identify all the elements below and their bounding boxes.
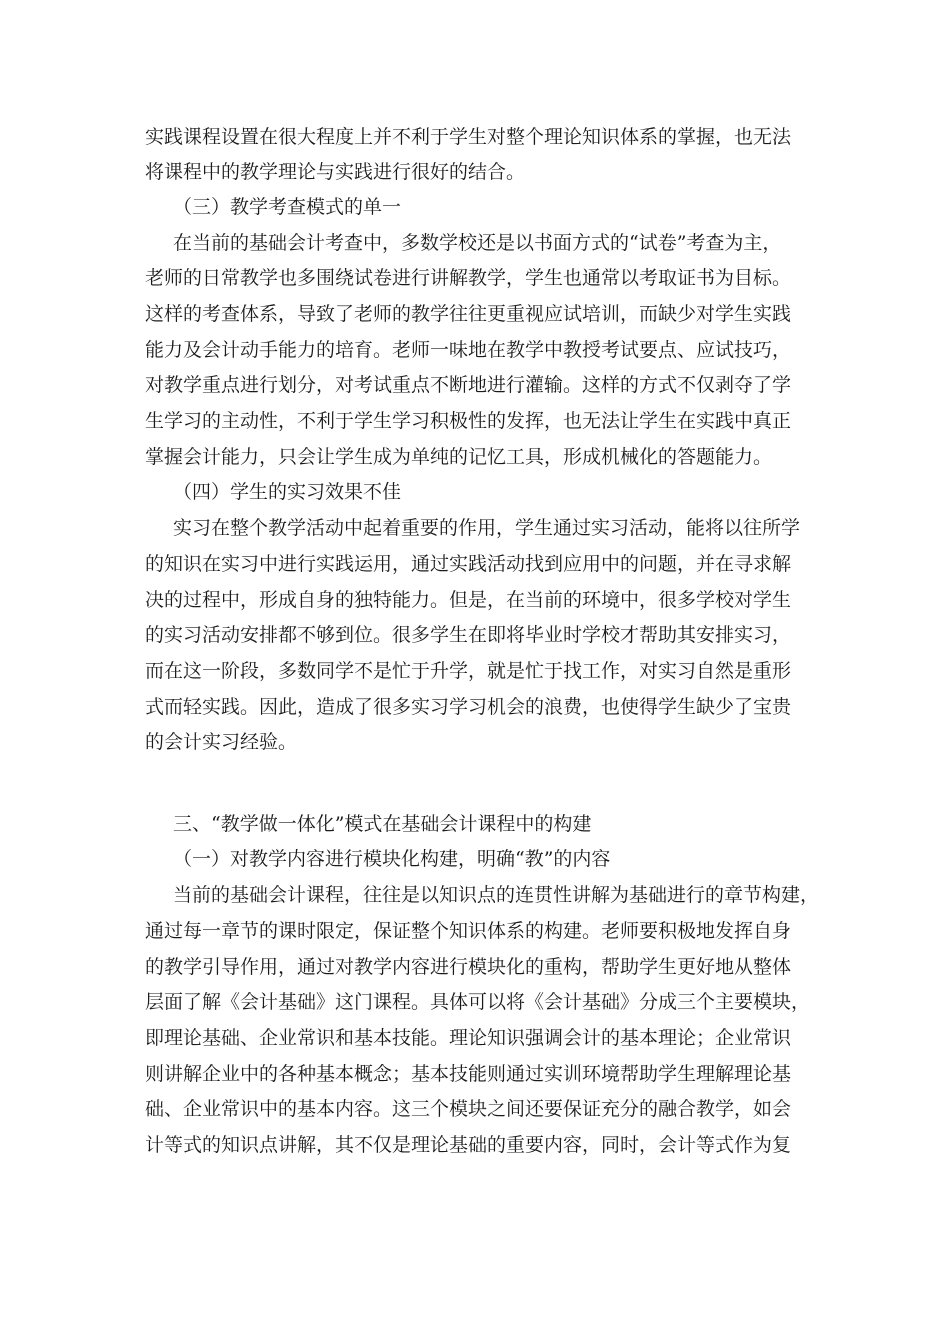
text-line-28: 计等式的知识点讲解，其不仅是理论基础的重要内容，同时，会计等式作为复 [145, 1134, 792, 1156]
subsection-heading-3: （三）教学考查模式的单一 [173, 196, 402, 218]
text-line-5: 老师的日常教学也多围绕试卷进行讲解教学，学生也通常以考取证书为目标。 [145, 267, 792, 289]
text-line-16: 而在这一阶段，多数同学不是忙于升学，就是忙于找工作，对实习自然是重形 [145, 660, 792, 682]
subsection-heading-1: （一）对教学内容进行模块化构建，明确“教”的内容 [173, 848, 611, 870]
text-line-22: 通过每一章节的课时限定，保证整个知识体系的构建。老师要积极地发挥自身 [145, 920, 792, 942]
text-line-24: 层面了解《会计基础》这门课程。具体可以将《会计基础》分成三个主要模块， [145, 991, 811, 1013]
text-line-7: 能力及会计动手能力的培育。老师一味地在教学中教授考试要点、应试技巧， [145, 339, 792, 361]
text-line-2: 将课程中的教学理论与实践进行很好的结合。 [145, 161, 526, 183]
text-line-10: 掌握会计能力，只会让学生成为单纯的记忆工具，形成机械化的答题能力。 [145, 446, 773, 468]
text-line-21: 当前的基础会计课程，往往是以知识点的连贯性讲解为基础进行的章节构建， [173, 884, 820, 906]
text-line-26: 则讲解企业中的各种基本概念；基本技能则通过实训环境帮助学生理解理论基 [145, 1063, 792, 1085]
text-line-17: 式而轻实践。因此，造成了很多实习学习机会的浪费，也使得学生缺少了宝贵 [145, 696, 792, 718]
text-line-6: 这样的考查体系，导致了老师的教学往往更重视应试培训，而缺少对学生实践 [145, 303, 792, 325]
section-heading-3: 三、“教学做一体化”模式在基础会计课程中的构建 [173, 813, 592, 835]
text-line-12: 实习在整个教学活动中起着重要的作用，学生通过实习活动，能将以往所学 [173, 517, 801, 539]
text-line-8: 对教学重点进行划分，对考试重点不断地进行灌输。这样的方式不仅剥夺了学 [145, 374, 792, 396]
text-line-18: 的会计实习经验。 [145, 731, 298, 753]
text-line-25: 即理论基础、企业常识和基本技能。理论知识强调会计的基本理论；企业常识 [145, 1027, 792, 1049]
subsection-heading-4: （四）学生的实习效果不佳 [173, 481, 402, 503]
text-line-14: 决的过程中，形成自身的独特能力。但是，在当前的环境中，很多学校对学生 [145, 589, 792, 611]
text-line-13: 的知识在实习中进行实践运用，通过实践活动找到应用中的问题，并在寻求解 [145, 553, 792, 575]
text-line-27: 础、企业常识中的基本内容。这三个模块之间还要保证充分的融合教学，如会 [145, 1098, 792, 1120]
text-line-23: 的教学引导作用，通过对教学内容进行模块化的重构，帮助学生更好地从整体 [145, 956, 792, 978]
text-line-15: 的实习活动安排都不够到位。很多学生在即将毕业时学校才帮助其安排实习， [145, 624, 792, 646]
text-line-4: 在当前的基础会计考查中，多数学校还是以书面方式的“试卷”考查为主， [173, 232, 782, 254]
text-line-1: 实践课程设置在很大程度上并不利于学生对整个理论知识体系的掌握，也无法 [145, 126, 792, 148]
text-line-9: 生学习的主动性，不利于学生学习积极性的发挥，也无法让学生在实践中真正 [145, 410, 792, 432]
